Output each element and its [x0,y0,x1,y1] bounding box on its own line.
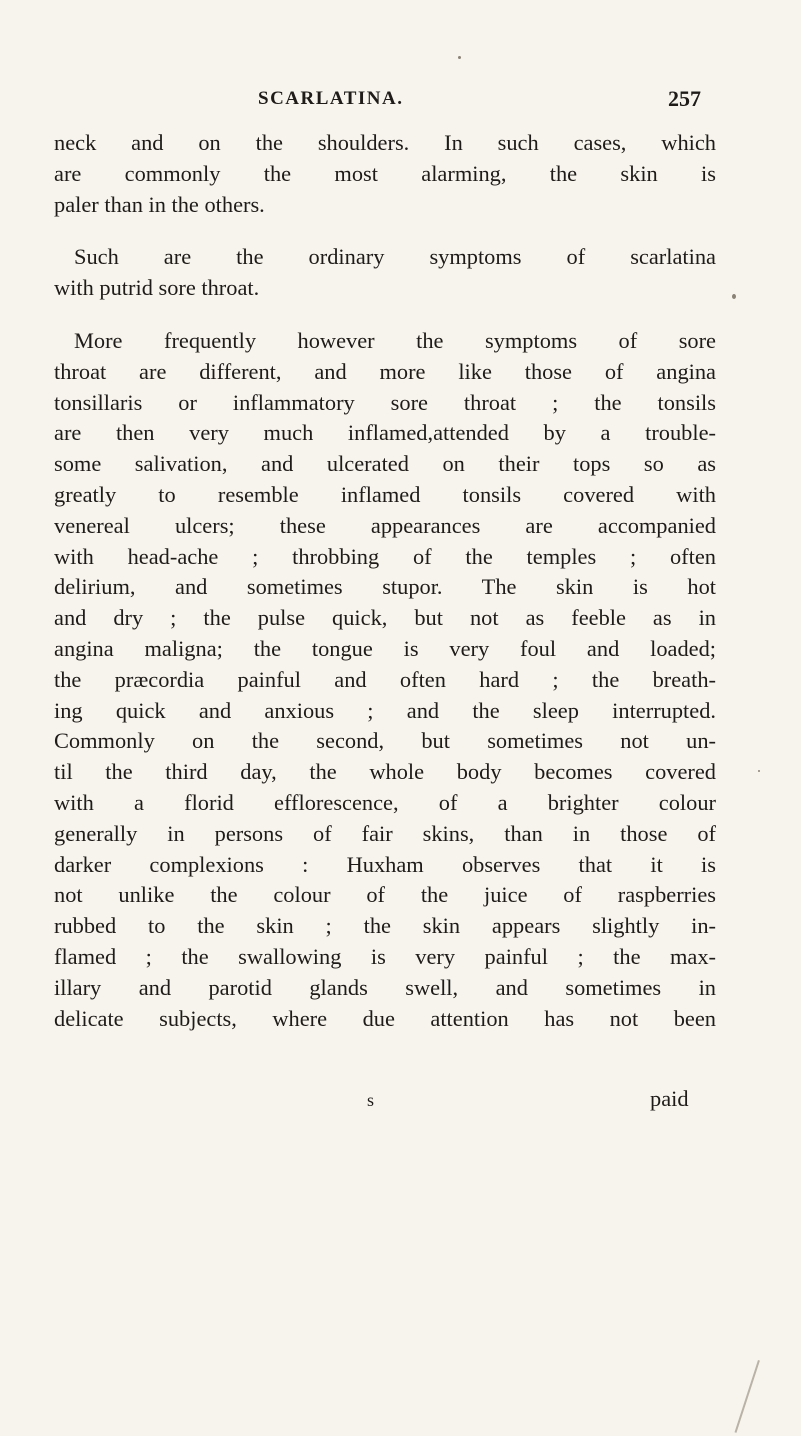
paragraph-gap [54,220,716,242]
text-line: illary and parotid glands swell, and sometimes in [54,974,716,1000]
text-line: rubbed to the skin ; the skin appears slightly in- [54,913,716,939]
text-line: paler than in the others. [54,191,265,217]
paragraph [54,128,716,220]
page-header [0,86,801,116]
text-line: More frequently however the symptoms of sore [74,327,716,353]
text-line: Commonly on the second, but sometimes not un- [54,728,716,754]
text-line: with a florid efflorescence, of a brighter colour [54,789,716,815]
text-line: venereal ulcers; these appearances are accompanied [54,512,716,538]
text-line: darker complexions : Huxham observes that it is [54,851,716,877]
paper-edge-mark [735,1360,760,1433]
body-text [54,128,716,1034]
page-number: 257 [668,86,701,111]
text-line: not unlike the colour of the juice of raspberries [54,882,716,908]
text-line: til the third day, the whole body becomes covered [54,759,716,785]
paper-speck [732,294,736,299]
text-line: are then very much inflamed,attended by a trouble- [54,420,716,446]
paragraph [54,242,716,304]
text-line: neck and on the shoulders. In such cases, which [54,130,716,155]
page-footer [0,1086,801,1120]
text-line: greatly to resemble inflamed tonsils covered with [54,481,716,507]
paper-speck [758,770,760,772]
text-line: with putrid sore throat. [54,275,260,301]
paper-speck [458,56,461,59]
paragraph-gap [54,304,716,326]
catchword: paid [650,1086,689,1111]
text-line: some salivation, and ulcerated on their tops so as [54,451,716,477]
text-line: delicate subjects, where due attention has not been [54,1005,716,1031]
text-line: throat are different, and more like those of angina [54,358,716,384]
text-line: tonsillaris or inflammatory sore throat ; the tonsils [54,389,716,415]
running-head: SCARLATINA. [258,88,404,109]
text-line: the præcordia painful and often hard ; the breath- [54,666,716,692]
text-line: Such are the ordinary symptoms of scarlatina [74,244,716,270]
text-line: generally in persons of fair skins, than in those of [54,820,716,846]
paragraph [54,326,716,1034]
text-line: delirium, and sometimes stupor. The skin is hot [54,574,716,600]
text-line: and dry ; the pulse quick, but not as feeble as in [54,605,716,631]
text-line: flamed ; the swallowing is very painful ; the max- [54,943,716,969]
signature-mark: s [367,1090,375,1110]
text-line: angina maligna; the tongue is very foul and loaded; [54,635,716,661]
text-line: are commonly the most alarming, the skin is [54,160,716,186]
text-line: with head-ache ; throbbing of the temples ; often [54,543,716,569]
text-line: ing quick and anxious ; and the sleep interrupted. [54,697,716,723]
